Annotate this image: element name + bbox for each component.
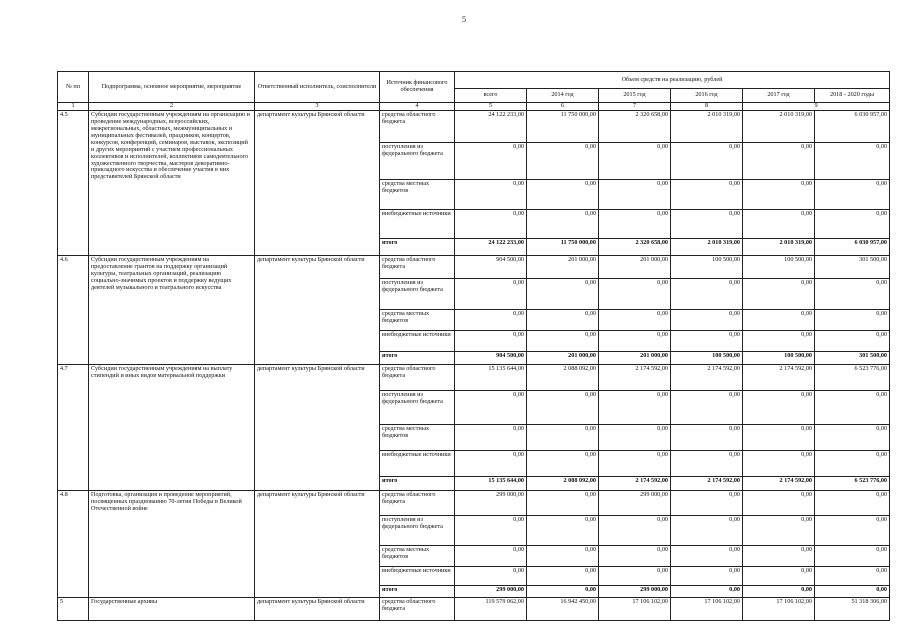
amount-cell: 2 010 319,00 [743,110,815,142]
amount-cell: 6 030 957,00 [815,238,890,255]
header-year: 2018 - 2020 годы [815,89,890,103]
column-number: 1 [58,103,89,111]
table-row [58,597,890,620]
amount-cell: 0,00 [455,515,527,545]
funding-source: внебюджетные источники [380,330,455,351]
amount-cell: 2 174 592,00 [671,364,743,390]
amount-cell: 0,00 [527,515,599,545]
funding-source: средства областного бюджета [380,364,455,390]
program-name: Субсидии государственным учреждениям на предоставление грантов на поддержку организаций культуры, театральных организаций, реализацию социально-значимых проектов и поддержку ведущих деятелей музыкального и театрального искусства [89,255,255,364]
program-name: Субсидии государственным учреждениям на выплату стипендий и иных видов материальной поддержки [89,364,255,490]
amount-cell: 2 174 592,00 [743,364,815,390]
amount-cell: 17 106 102,00 [599,597,671,620]
amount-cell: 2 174 592,00 [743,476,815,490]
amount-cell: 6 523 776,00 [815,476,890,490]
funding-source: средства местных бюджетов [380,545,455,566]
amount-cell: 0,00 [599,566,671,585]
amount-cell: 2 010 319,00 [743,238,815,255]
amount-cell: 0,00 [815,585,890,597]
executor-name: департамент культуры Брянской области [255,597,380,620]
row-number: 4.6 [58,255,89,364]
amount-cell: 299 000,00 [455,490,527,515]
executor-name: департамент культуры Брянской области [255,364,380,490]
header-year: 2014 год [527,89,599,103]
amount-cell: 0,00 [455,424,527,450]
amount-cell: 0,00 [671,209,743,238]
amount-cell: 24 122 233,00 [455,238,527,255]
amount-cell: 100 500,00 [671,255,743,278]
funding-source: внебюджетные источники [380,209,455,238]
amount-cell: 0,00 [527,490,599,515]
amount-cell: 0,00 [527,309,599,330]
column-number: 6 [527,103,599,111]
amount-cell: 0,00 [743,330,815,351]
amount-cell: 201 000,00 [527,255,599,278]
amount-cell: 100 500,00 [671,351,743,364]
amount-cell: 2 174 592,00 [599,364,671,390]
header-executor: Ответственный исполнитель, соисполнители [255,72,380,103]
program-name: Государственные архивы [89,597,255,620]
amount-cell: 0,00 [671,424,743,450]
amount-cell: 0,00 [599,450,671,476]
funding-source: средства местных бюджетов [380,424,455,450]
amount-cell: 119 579 062,00 [455,597,527,620]
amount-cell: 0,00 [743,450,815,476]
amount-cell: 0,00 [671,566,743,585]
column-number: 3 [255,103,380,111]
amount-cell: 51 318 306,00 [815,597,890,620]
row-number: 4.7 [58,364,89,490]
amount-cell: 0,00 [743,209,815,238]
funding-source: внебюджетные источники [380,450,455,476]
funding-source: средства областного бюджета [380,490,455,515]
amount-cell: 299 000,00 [599,585,671,597]
amount-cell: 17 106 102,00 [671,597,743,620]
amount-cell: 0,00 [455,142,527,179]
amount-cell: 0,00 [743,585,815,597]
amount-cell: 904 500,00 [455,255,527,278]
amount-cell: 0,00 [815,142,890,179]
amount-cell: 2 320 658,00 [599,110,671,142]
amount-cell: 0,00 [815,545,890,566]
header-year: всего [455,89,527,103]
header-volume: Объем средств на реализацию, рублей [455,72,890,89]
amount-cell: 0,00 [599,309,671,330]
amount-cell: 0,00 [815,278,890,309]
header-year: 2016 год [671,89,743,103]
amount-cell: 0,00 [455,330,527,351]
header-year: 2015 год [599,89,671,103]
amount-cell: 2 010 319,00 [671,110,743,142]
amount-cell: 100 500,00 [743,351,815,364]
amount-cell: 0,00 [527,545,599,566]
amount-cell: 0,00 [671,515,743,545]
amount-cell: 0,00 [599,142,671,179]
amount-cell: 0,00 [671,390,743,424]
column-number: 9 [743,103,890,111]
amount-cell: 0,00 [527,566,599,585]
amount-cell: 0,00 [743,566,815,585]
amount-cell: 0,00 [527,278,599,309]
row-number: 5 [58,597,89,620]
amount-cell: 16 942 450,00 [527,597,599,620]
amount-cell: 2 320 658,00 [599,238,671,255]
amount-cell: 201 000,00 [527,351,599,364]
column-number: 7 [599,103,671,111]
amount-cell: 0,00 [599,515,671,545]
amount-cell: 24 122 233,00 [455,110,527,142]
table-row [58,490,890,515]
amount-cell: 0,00 [671,545,743,566]
amount-cell: 0,00 [599,209,671,238]
amount-cell: 0,00 [527,450,599,476]
header-year: 2017 год [743,89,815,103]
amount-cell: 0,00 [599,330,671,351]
amount-cell: 299 000,00 [599,490,671,515]
amount-cell: 201 000,00 [599,255,671,278]
amount-cell: 299 000,00 [455,585,527,597]
funding-source: итого [380,585,455,597]
header-program: Подпрограмма, основное мероприятие, мероприятие [89,72,255,103]
amount-cell: 0,00 [743,142,815,179]
amount-cell: 11 750 000,00 [527,110,599,142]
amount-cell: 6 523 776,00 [815,364,890,390]
amount-cell: 2 010 319,00 [671,238,743,255]
amount-cell: 2 088 092,00 [527,364,599,390]
amount-cell: 0,00 [455,278,527,309]
amount-cell: 301 500,00 [815,351,890,364]
funding-source: внебюджетные источники [380,566,455,585]
amount-cell: 0,00 [455,545,527,566]
funding-source: итого [380,351,455,364]
amount-cell: 0,00 [671,490,743,515]
amount-cell: 0,00 [815,566,890,585]
table-row [58,364,890,390]
amount-cell: 0,00 [743,309,815,330]
amount-cell: 0,00 [743,424,815,450]
amount-cell: 0,00 [743,390,815,424]
amount-cell: 0,00 [671,330,743,351]
amount-cell: 0,00 [743,515,815,545]
amount-cell: 0,00 [599,278,671,309]
table-row [58,110,890,142]
amount-cell: 0,00 [671,309,743,330]
amount-cell: 0,00 [599,179,671,209]
amount-cell: 0,00 [527,330,599,351]
amount-cell: 0,00 [815,330,890,351]
table-row [58,255,890,278]
amount-cell: 0,00 [671,142,743,179]
funding-source: поступления из федерального бюджета [380,515,455,545]
funding-source: средства областного бюджета [380,110,455,142]
row-number: 4.8 [58,490,89,597]
amount-cell: 201 000,00 [599,351,671,364]
amount-cell: 0,00 [815,309,890,330]
amount-cell: 0,00 [671,450,743,476]
amount-cell: 0,00 [815,424,890,450]
amount-cell: 0,00 [599,424,671,450]
funding-source: средства областного бюджета [380,597,455,620]
amount-cell: 2 088 092,00 [527,476,599,490]
amount-cell: 0,00 [599,545,671,566]
amount-cell: 0,00 [815,490,890,515]
amount-cell: 0,00 [455,566,527,585]
amount-cell: 0,00 [599,390,671,424]
budget-table [57,71,890,621]
amount-cell: 0,00 [527,179,599,209]
amount-cell: 0,00 [743,179,815,209]
amount-cell: 0,00 [671,585,743,597]
amount-cell: 6 030 957,00 [815,110,890,142]
amount-cell: 15 135 644,00 [455,476,527,490]
funding-source: средства местных бюджетов [380,309,455,330]
amount-cell: 0,00 [671,278,743,309]
amount-cell: 0,00 [815,390,890,424]
executor-name: департамент культуры Брянской области [255,110,380,255]
amount-cell: 0,00 [527,424,599,450]
amount-cell: 2 174 592,00 [671,476,743,490]
executor-name: департамент культуры Брянской области [255,255,380,364]
amount-cell: 0,00 [815,179,890,209]
funding-source: итого [380,476,455,490]
amount-cell: 100 500,00 [743,255,815,278]
amount-cell: 301 500,00 [815,255,890,278]
funding-source: поступления из федерального бюджета [380,390,455,424]
amount-cell: 2 174 592,00 [599,476,671,490]
amount-cell: 0,00 [527,142,599,179]
funding-source: средства местных бюджетов [380,179,455,209]
amount-cell: 0,00 [815,515,890,545]
amount-cell: 0,00 [527,209,599,238]
funding-source: поступления из федерального бюджета [380,278,455,309]
amount-cell: 0,00 [743,545,815,566]
column-number: 2 [89,103,255,111]
executor-name: департамент культуры Брянской области [255,490,380,597]
amount-cell: 0,00 [527,585,599,597]
column-number: 5 [455,103,527,111]
amount-cell: 904 500,00 [455,351,527,364]
funding-source: средства областного бюджета [380,255,455,278]
amount-cell: 0,00 [455,209,527,238]
amount-cell: 17 106 102,00 [743,597,815,620]
amount-cell: 0,00 [527,390,599,424]
amount-cell: 0,00 [671,179,743,209]
funding-source: итого [380,238,455,255]
amount-cell: 0,00 [455,450,527,476]
amount-cell: 0,00 [455,179,527,209]
header-source: Источник финансового обеспечения [380,72,455,103]
header-num: № пп [58,72,89,103]
amount-cell: 0,00 [743,490,815,515]
row-number: 4.5 [58,110,89,255]
amount-cell: 0,00 [455,390,527,424]
amount-cell: 11 750 000,00 [527,238,599,255]
program-name: Подготовка, организация и проведение мероприятий, посвященных празднованию 70-летия Победы в Великой Отечественной войне [89,490,255,597]
amount-cell: 0,00 [815,450,890,476]
amount-cell: 0,00 [815,209,890,238]
amount-cell: 0,00 [743,278,815,309]
program-name: Субсидии государственным учреждениям на организацию и проведение международных, всероссийских, межрегиональных, областных, межмуниципальных и муниципальных фестивалей, праздников, концертов, конкурсов, конференций, семинаров, выставок, экспозиций и других мероприятий с участием профессиональных коллективов и исполнителей, коллективов самодеятельного художественного творчества, мастеров декоративно-прикладного искусства и обеспечение участия в них представителей Брянской области [89,110,255,255]
column-number: 8 [671,103,743,111]
amount-cell: 15 135 644,00 [455,364,527,390]
amount-cell: 0,00 [455,309,527,330]
page-number: 5 [462,15,466,24]
column-number: 4 [380,103,455,111]
funding-source: поступления из федерального бюджета [380,142,455,179]
